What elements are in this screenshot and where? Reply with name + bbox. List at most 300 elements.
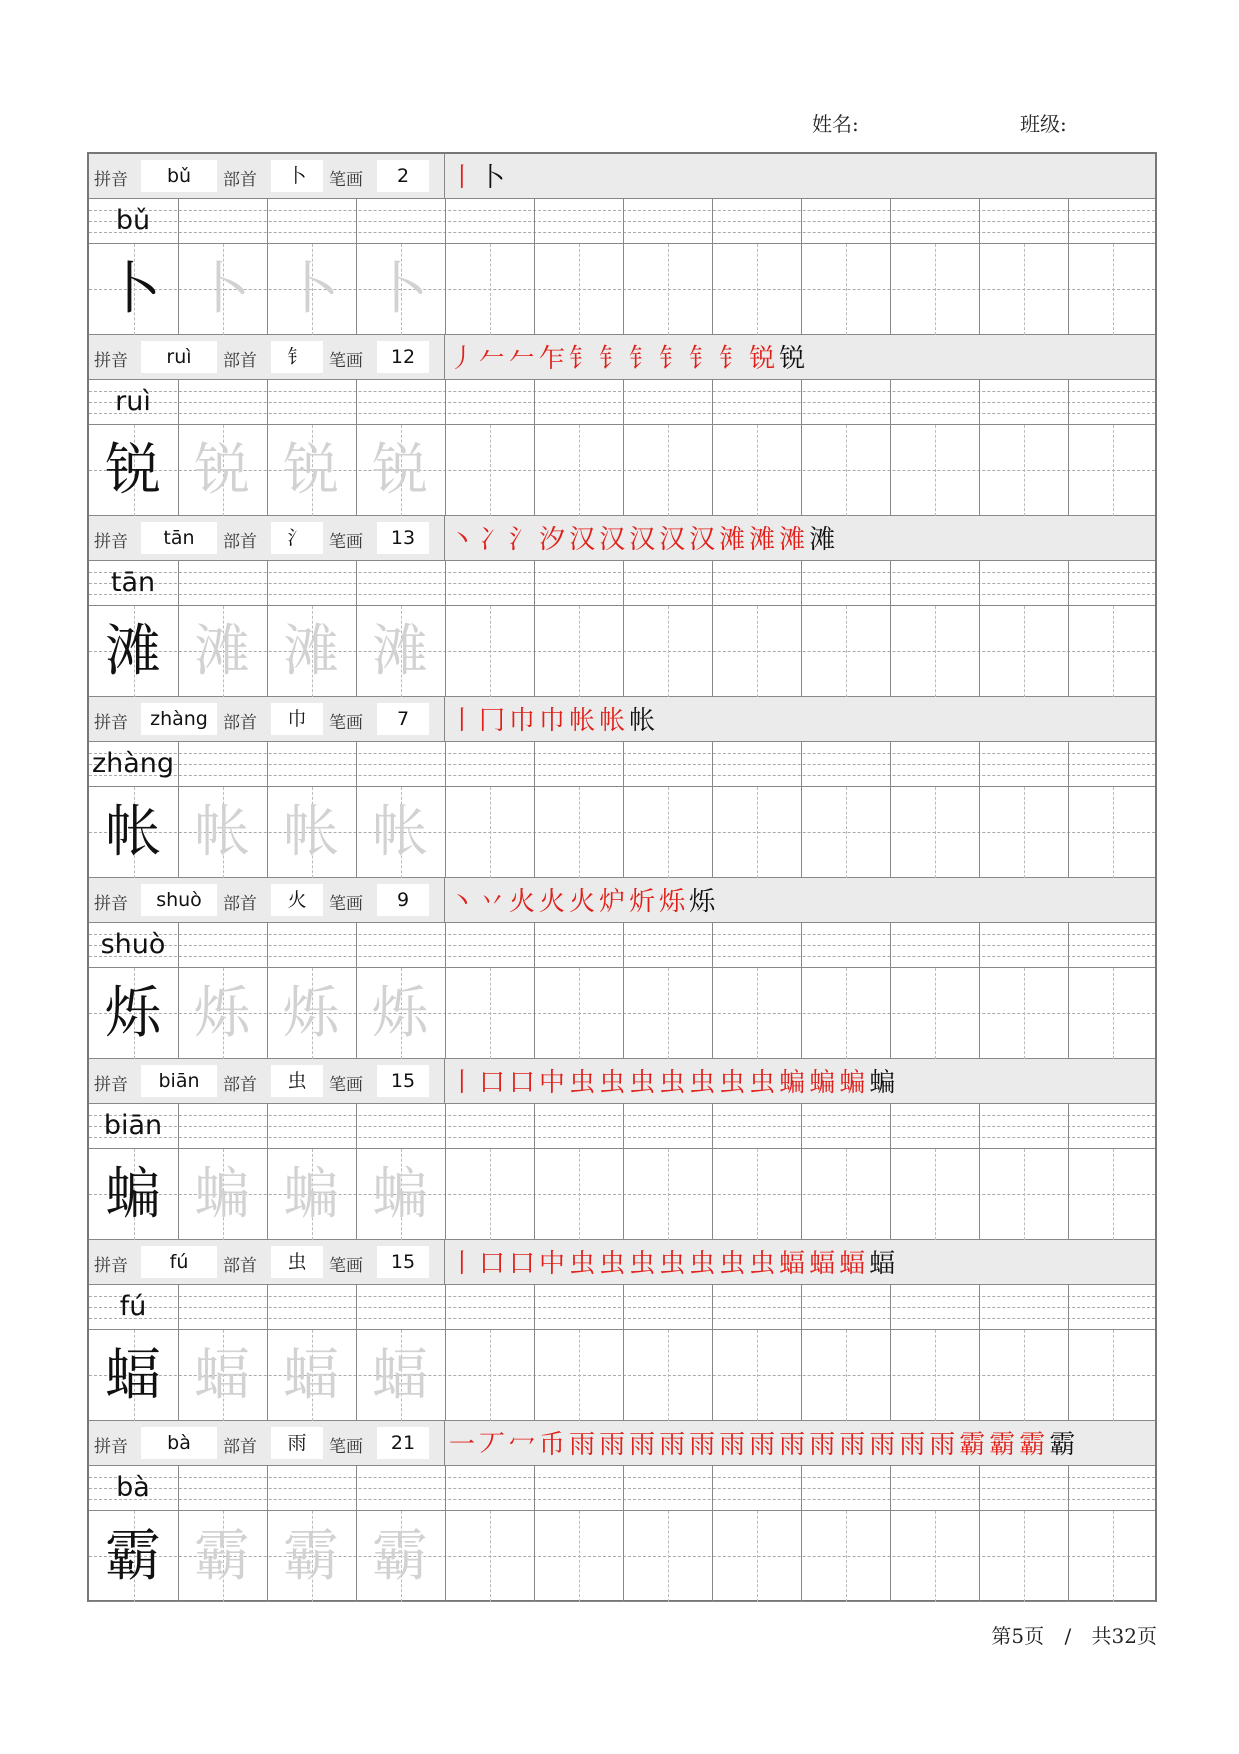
stroke-step xyxy=(539,519,565,558)
stroke-step xyxy=(869,1243,895,1282)
character-entry xyxy=(89,154,1155,335)
stroke-step xyxy=(749,338,775,377)
stroke-step-glyph: 雨 xyxy=(779,1429,806,1460)
stroke-step xyxy=(869,1424,895,1463)
stroke-step-glyph: 帐 xyxy=(629,705,656,736)
stroke-step-glyph: 雨 xyxy=(809,1429,836,1460)
info-divider xyxy=(444,1240,445,1284)
stroke-step xyxy=(599,881,625,920)
info-row xyxy=(89,697,1155,742)
model-character: 霸 xyxy=(105,1524,161,1589)
stroke-step-glyph: 钅 xyxy=(629,343,656,374)
stroke-step-glyph: 丿 xyxy=(449,343,476,374)
stroke-step xyxy=(449,157,475,196)
stroke-step-glyph: 𠂉 xyxy=(509,343,536,374)
pinyin-label: 拼音 xyxy=(94,713,128,733)
writing-cell[interactable] xyxy=(534,244,623,335)
pinyin-display: ruì xyxy=(115,386,151,417)
stroke-step xyxy=(719,338,745,377)
stroke-step xyxy=(569,700,595,739)
info-row xyxy=(89,1240,1155,1285)
info-divider xyxy=(444,335,445,379)
trace-character: 蝠 xyxy=(372,1343,428,1408)
pinyin-value: bà xyxy=(141,1427,217,1459)
writing-cell[interactable] xyxy=(890,787,979,878)
stroke-step-glyph: 乍 xyxy=(539,343,566,374)
writing-cell[interactable] xyxy=(890,1149,979,1240)
stroke-step-glyph: 口 xyxy=(509,1067,536,1098)
stroke-step-glyph: 蝠 xyxy=(869,1248,896,1279)
writing-grid xyxy=(89,923,1155,1059)
pinyin-value: fú xyxy=(141,1246,217,1278)
stroke-count-value: 15 xyxy=(377,1065,429,1097)
stroke-step-glyph: 冂 xyxy=(479,705,506,736)
pinyin-guide-line xyxy=(89,1499,1155,1500)
pinyin-label: 拼音 xyxy=(94,532,128,552)
writing-cell[interactable] xyxy=(445,244,534,335)
stroke-step-glyph: 蝙 xyxy=(839,1067,866,1098)
stroke-step-glyph: 中 xyxy=(539,1067,566,1098)
radical-value: 雨 xyxy=(271,1427,323,1459)
trace-character: 蝙 xyxy=(283,1162,339,1227)
stroke-step-glyph: 丆 xyxy=(479,1429,506,1460)
writing-cell[interactable] xyxy=(801,968,890,1059)
stroke-step xyxy=(599,1424,625,1463)
stroke-step xyxy=(689,1424,715,1463)
stroke-step-glyph: 雨 xyxy=(839,1429,866,1460)
writing-cell[interactable] xyxy=(1068,968,1157,1059)
stroke-step-glyph: 巾 xyxy=(539,705,566,736)
writing-cell[interactable] xyxy=(979,425,1068,516)
writing-cell[interactable] xyxy=(623,968,712,1059)
stroke-step xyxy=(839,1424,865,1463)
writing-cell[interactable] xyxy=(890,1511,979,1602)
writing-cell[interactable] xyxy=(712,787,801,878)
pinyin-guide-line xyxy=(89,232,1155,233)
writing-cell[interactable] xyxy=(1068,606,1157,697)
writing-cell[interactable] xyxy=(534,968,623,1059)
radical-value: 虫 xyxy=(271,1065,323,1097)
stroke-step xyxy=(629,700,655,739)
stroke-step-glyph: 币 xyxy=(539,1429,566,1460)
pinyin-guide-line xyxy=(89,1307,1155,1308)
stroke-step-glyph: 虫 xyxy=(719,1248,746,1279)
writing-cell[interactable] xyxy=(445,425,534,516)
pinyin-guide-line xyxy=(89,413,1155,414)
writing-cell[interactable] xyxy=(890,606,979,697)
character-entry xyxy=(89,1421,1155,1602)
writing-cell[interactable] xyxy=(979,1149,1068,1240)
stroke-step xyxy=(749,1424,775,1463)
pinyin-guide-line xyxy=(89,1296,1155,1297)
stroke-step-glyph: 虫 xyxy=(599,1067,626,1098)
writing-cell[interactable] xyxy=(1068,1149,1157,1240)
writing-cell[interactable] xyxy=(623,244,712,335)
stroke-step-glyph: 雨 xyxy=(599,1429,626,1460)
stroke-step-glyph: 汉 xyxy=(689,524,716,555)
writing-grid xyxy=(89,1285,1155,1421)
stroke-step-glyph: 锐 xyxy=(779,343,806,374)
stroke-step xyxy=(899,1424,925,1463)
trace-character: 霸 xyxy=(194,1524,250,1589)
writing-cell[interactable] xyxy=(712,1149,801,1240)
radical-label: 部首 xyxy=(223,1075,257,1095)
stroke-step xyxy=(809,1424,835,1463)
pinyin-label: 拼音 xyxy=(94,170,128,190)
stroke-step-glyph: 巾 xyxy=(509,705,536,736)
stroke-step-glyph: 霸 xyxy=(959,1429,986,1460)
info-divider xyxy=(444,697,445,741)
pinyin-display: bà xyxy=(116,1472,150,1503)
writing-cell[interactable] xyxy=(623,1149,712,1240)
pinyin-guide-line xyxy=(89,210,1155,211)
stroke-step xyxy=(659,1243,685,1282)
stroke-step-glyph: 口 xyxy=(479,1248,506,1279)
trace-character: 锐 xyxy=(194,438,250,503)
writing-cell[interactable] xyxy=(1068,425,1157,516)
pinyin-guide-line xyxy=(89,945,1155,946)
stroke-step-glyph: 汉 xyxy=(629,524,656,555)
trace-character: 锐 xyxy=(372,438,428,503)
character-entry xyxy=(89,697,1155,878)
stroke-step-glyph: 汉 xyxy=(659,524,686,555)
stroke-step xyxy=(689,881,715,920)
stroke-step-glyph: 雨 xyxy=(899,1429,926,1460)
radical-label: 部首 xyxy=(223,170,257,190)
trace-character: 烁 xyxy=(194,981,250,1046)
strokes-label: 笔画 xyxy=(329,894,363,914)
writing-cell[interactable] xyxy=(534,425,623,516)
writing-cell[interactable] xyxy=(712,1330,801,1421)
pinyin-guide-line xyxy=(89,1318,1155,1319)
stroke-step xyxy=(509,338,535,377)
stroke-step-glyph: 钅 xyxy=(719,343,746,374)
writing-cell[interactable] xyxy=(712,1511,801,1602)
stroke-step xyxy=(869,1062,895,1101)
radical-label: 部首 xyxy=(223,713,257,733)
writing-cell[interactable] xyxy=(979,787,1068,878)
pinyin-guide-line xyxy=(89,583,1155,584)
trace-character: 烁 xyxy=(372,981,428,1046)
pinyin-display: biān xyxy=(103,1110,163,1141)
pinyin-guide-line xyxy=(89,1115,1155,1116)
stroke-step-glyph: 雨 xyxy=(749,1429,776,1460)
stroke-step xyxy=(689,338,715,377)
strokes-label: 笔画 xyxy=(329,532,363,552)
trace-character: 蝙 xyxy=(194,1162,250,1227)
strokes-label: 笔画 xyxy=(329,1256,363,1276)
writing-cell[interactable] xyxy=(1068,1330,1157,1421)
strokes-label: 笔画 xyxy=(329,1437,363,1457)
stroke-step-glyph: 滩 xyxy=(809,524,836,555)
writing-cell[interactable] xyxy=(534,1149,623,1240)
writing-cell[interactable] xyxy=(979,1330,1068,1421)
total-pages: 共32页 xyxy=(1091,1624,1157,1648)
stroke-order-sequence xyxy=(449,1063,899,1099)
writing-cell[interactable] xyxy=(890,244,979,335)
stroke-step xyxy=(449,1243,475,1282)
model-character: 滩 xyxy=(105,619,161,684)
stroke-step xyxy=(479,338,505,377)
stroke-step-glyph: 𠂉 xyxy=(479,343,506,374)
writing-cell[interactable] xyxy=(1068,1511,1157,1602)
writing-cell[interactable] xyxy=(623,787,712,878)
stroke-step xyxy=(689,1062,715,1101)
stroke-step xyxy=(509,519,535,558)
stroke-step-glyph: 冖 xyxy=(509,1429,536,1460)
pinyin-label: 拼音 xyxy=(94,1437,128,1457)
stroke-step xyxy=(839,1062,865,1101)
stroke-step-glyph: 蝠 xyxy=(839,1248,866,1279)
radical-value: 氵 xyxy=(271,522,323,554)
model-character: 帐 xyxy=(105,800,161,865)
info-divider xyxy=(444,516,445,560)
writing-cell[interactable] xyxy=(623,606,712,697)
stroke-step-glyph: 霸 xyxy=(989,1429,1016,1460)
pinyin-guide-line xyxy=(89,221,1155,222)
name-label: 姓名: xyxy=(812,112,859,136)
stroke-step xyxy=(689,519,715,558)
stroke-order-sequence xyxy=(449,1244,899,1280)
stroke-step xyxy=(479,700,505,739)
writing-cell[interactable] xyxy=(623,1330,712,1421)
writing-cell[interactable] xyxy=(801,606,890,697)
pinyin-label: 拼音 xyxy=(94,351,128,371)
stroke-step xyxy=(929,1424,955,1463)
trace-character: 帐 xyxy=(283,800,339,865)
stroke-step xyxy=(659,1424,685,1463)
stroke-step xyxy=(749,1062,775,1101)
info-divider xyxy=(444,1059,445,1103)
writing-cell[interactable] xyxy=(979,1511,1068,1602)
stroke-step xyxy=(839,1243,865,1282)
writing-cell[interactable] xyxy=(445,606,534,697)
info-row xyxy=(89,1421,1155,1466)
stroke-step xyxy=(719,1062,745,1101)
stroke-step xyxy=(479,157,505,196)
pinyin-guide-line xyxy=(89,402,1155,403)
stroke-step xyxy=(509,1062,535,1101)
model-character: 蝙 xyxy=(105,1162,161,1227)
stroke-step-glyph: 丶 xyxy=(449,886,476,917)
writing-cell[interactable] xyxy=(445,1511,534,1602)
writing-cell[interactable] xyxy=(890,968,979,1059)
pinyin-guide-line xyxy=(89,1477,1155,1478)
writing-cell[interactable] xyxy=(801,244,890,335)
stroke-step xyxy=(539,1062,565,1101)
stroke-step xyxy=(809,1062,835,1101)
stroke-step xyxy=(539,1243,565,1282)
stroke-step-glyph: 钅 xyxy=(599,343,626,374)
pinyin-value: zhàng xyxy=(141,703,217,735)
writing-cell[interactable] xyxy=(712,968,801,1059)
stroke-step-glyph: 汐 xyxy=(539,524,566,555)
stroke-step xyxy=(779,1062,805,1101)
stroke-step xyxy=(659,1062,685,1101)
writing-cell[interactable] xyxy=(801,1149,890,1240)
writing-cell[interactable] xyxy=(445,1330,534,1421)
radical-label: 部首 xyxy=(223,894,257,914)
stroke-order-sequence xyxy=(449,882,719,918)
stroke-count-value: 2 xyxy=(377,160,429,192)
stroke-step xyxy=(569,1062,595,1101)
radical-value: 巾 xyxy=(271,703,323,735)
stroke-step-glyph: 虫 xyxy=(749,1248,776,1279)
stroke-order-sequence xyxy=(449,701,659,737)
stroke-step xyxy=(599,1243,625,1282)
stroke-step xyxy=(479,1424,505,1463)
trace-character: 滩 xyxy=(372,619,428,684)
writing-cell[interactable] xyxy=(445,787,534,878)
stroke-step-glyph: 烁 xyxy=(659,886,686,917)
stroke-step xyxy=(599,700,625,739)
trace-character: 滩 xyxy=(194,619,250,684)
stroke-count-value: 13 xyxy=(377,522,429,554)
stroke-step xyxy=(569,1243,595,1282)
stroke-step xyxy=(539,700,565,739)
writing-cell[interactable] xyxy=(979,606,1068,697)
strokes-label: 笔画 xyxy=(329,1075,363,1095)
pinyin-display: tān xyxy=(110,567,156,598)
stroke-order-sequence xyxy=(449,1425,1079,1461)
writing-cell[interactable] xyxy=(801,1330,890,1421)
trace-character: 卜 xyxy=(372,257,428,322)
strokes-label: 笔画 xyxy=(329,713,363,733)
writing-cell[interactable] xyxy=(445,1149,534,1240)
trace-character: 卜 xyxy=(194,257,250,322)
stroke-step-glyph: 中 xyxy=(539,1248,566,1279)
stroke-step xyxy=(509,1243,535,1282)
model-character: 锐 xyxy=(105,438,161,503)
stroke-step xyxy=(569,519,595,558)
writing-cell[interactable] xyxy=(801,425,890,516)
stroke-step-glyph: 雨 xyxy=(689,1429,716,1460)
stroke-step-glyph: 蝙 xyxy=(809,1067,836,1098)
stroke-step-glyph: 炘 xyxy=(629,886,656,917)
writing-cell[interactable] xyxy=(712,606,801,697)
footer-separator: / xyxy=(1064,1624,1072,1648)
stroke-step xyxy=(689,1243,715,1282)
writing-cell[interactable] xyxy=(801,787,890,878)
stroke-step-glyph: 汉 xyxy=(569,524,596,555)
trace-character: 滩 xyxy=(283,619,339,684)
writing-cell[interactable] xyxy=(890,1330,979,1421)
stroke-step xyxy=(449,519,475,558)
model-character: 蝠 xyxy=(105,1343,161,1408)
writing-cell[interactable] xyxy=(890,425,979,516)
writing-cell[interactable] xyxy=(712,244,801,335)
pinyin-value: tān xyxy=(141,522,217,554)
stroke-step xyxy=(629,1424,655,1463)
stroke-step xyxy=(629,338,655,377)
strokes-label: 笔画 xyxy=(329,351,363,371)
trace-character: 蝠 xyxy=(194,1343,250,1408)
stroke-step-glyph: 虫 xyxy=(629,1248,656,1279)
pinyin-guide-line xyxy=(89,956,1155,957)
radical-label: 部首 xyxy=(223,1437,257,1457)
writing-cell[interactable] xyxy=(534,1511,623,1602)
character-entry xyxy=(89,335,1155,516)
stroke-step xyxy=(629,1062,655,1101)
stroke-step xyxy=(479,519,505,558)
stroke-step xyxy=(599,1062,625,1101)
writing-cell[interactable] xyxy=(979,968,1068,1059)
stroke-step xyxy=(509,1424,535,1463)
writing-cell[interactable] xyxy=(623,425,712,516)
writing-grid xyxy=(89,561,1155,697)
character-entry xyxy=(89,516,1155,697)
stroke-step-glyph: 虫 xyxy=(689,1248,716,1279)
stroke-step-glyph: 雨 xyxy=(629,1429,656,1460)
trace-character: 卜 xyxy=(283,257,339,322)
radical-value: 火 xyxy=(271,884,323,916)
writing-cell[interactable] xyxy=(534,1330,623,1421)
writing-cell[interactable] xyxy=(801,1511,890,1602)
stroke-step-glyph: 滩 xyxy=(779,524,806,555)
writing-cell[interactable] xyxy=(979,244,1068,335)
pinyin-value: biān xyxy=(141,1065,217,1097)
stroke-step xyxy=(479,1062,505,1101)
stroke-step-glyph: 炉 xyxy=(599,886,626,917)
stroke-step xyxy=(449,1062,475,1101)
pinyin-display: bǔ xyxy=(115,205,151,236)
stroke-step xyxy=(719,1424,745,1463)
stroke-step xyxy=(809,1243,835,1282)
pinyin-guide-line xyxy=(89,764,1155,765)
stroke-step xyxy=(569,338,595,377)
pinyin-guide-line xyxy=(89,572,1155,573)
character-entry xyxy=(89,1240,1155,1421)
stroke-step-glyph: 虫 xyxy=(599,1248,626,1279)
model-character: 烁 xyxy=(105,981,161,1046)
stroke-step-glyph: 火 xyxy=(509,886,536,917)
stroke-step xyxy=(779,1243,805,1282)
writing-cell[interactable] xyxy=(623,1511,712,1602)
stroke-step-glyph: 蝙 xyxy=(869,1067,896,1098)
stroke-step-glyph: 霸 xyxy=(1019,1429,1046,1460)
stroke-step xyxy=(479,1243,505,1282)
stroke-step xyxy=(959,1424,985,1463)
stroke-step-glyph: 虫 xyxy=(749,1067,776,1098)
stroke-step xyxy=(779,519,805,558)
pinyin-value: bǔ xyxy=(141,160,217,192)
stroke-step-glyph: 雨 xyxy=(929,1429,956,1460)
stroke-step-glyph: 帐 xyxy=(599,705,626,736)
stroke-step-glyph: 蝠 xyxy=(809,1248,836,1279)
stroke-step-glyph: 卜 xyxy=(479,162,506,193)
trace-character: 帐 xyxy=(372,800,428,865)
info-row xyxy=(89,335,1155,380)
stroke-step xyxy=(449,1424,475,1463)
writing-cell[interactable] xyxy=(1068,787,1157,878)
pinyin-value: ruì xyxy=(141,341,217,373)
writing-grid xyxy=(89,1466,1155,1602)
stroke-step xyxy=(539,1424,565,1463)
stroke-step-glyph: 蝠 xyxy=(779,1248,806,1279)
stroke-step-glyph: 汉 xyxy=(599,524,626,555)
radical-value: 虫 xyxy=(271,1246,323,1278)
writing-cell[interactable] xyxy=(534,606,623,697)
stroke-step xyxy=(449,700,475,739)
writing-grid xyxy=(89,742,1155,878)
writing-cell[interactable] xyxy=(712,425,801,516)
writing-cell[interactable] xyxy=(534,787,623,878)
writing-cell[interactable] xyxy=(1068,244,1157,335)
writing-cell[interactable] xyxy=(445,968,534,1059)
stroke-step-glyph: 滩 xyxy=(719,524,746,555)
writing-grid xyxy=(89,1104,1155,1240)
page-number: 第5页 xyxy=(991,1624,1045,1648)
